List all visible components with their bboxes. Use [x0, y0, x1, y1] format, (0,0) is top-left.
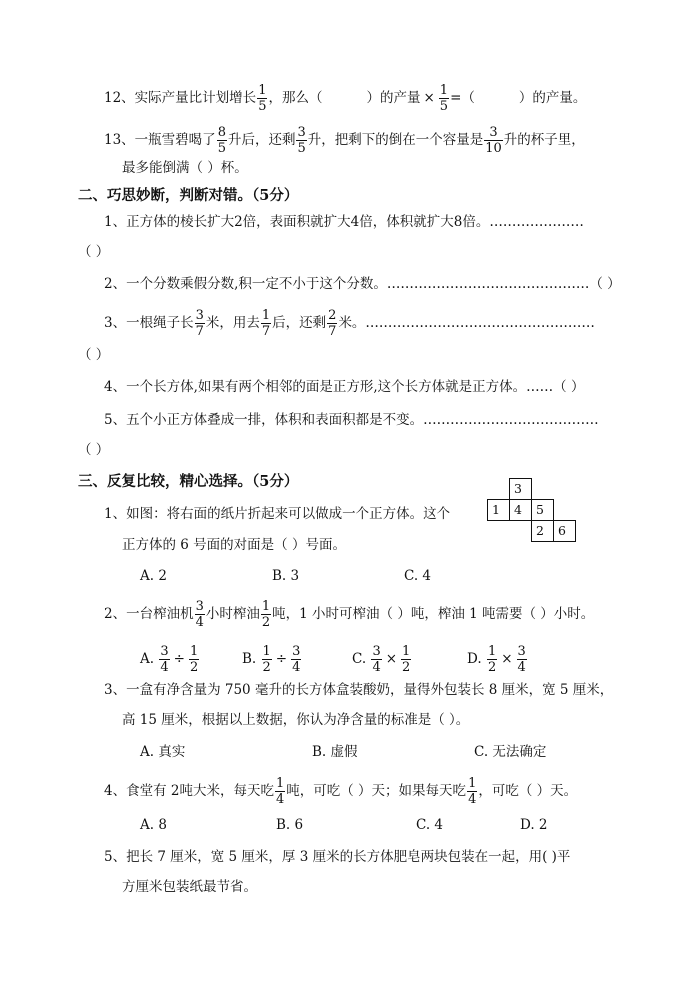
choice-1-line2: 正方体的 6 号面的对面是（ ）号面。	[122, 537, 346, 553]
net-cell: 3	[509, 478, 532, 500]
fraction: $\frac{8}{5}$	[217, 125, 226, 156]
question-12: 12、实际产量比计划增长 $\frac{1}{5}$ ，那么（ ）的产量 × $\frac{1}{5}$ =（ ）的产量。	[104, 83, 587, 114]
choice-3-option-c[interactable]: C. 无法确定	[474, 744, 547, 760]
cube-net-figure	[482, 478, 582, 550]
choice-4-option-c[interactable]: C. 4	[416, 817, 444, 833]
fraction: $\frac{3}{7}$	[195, 308, 204, 339]
fraction: $\frac{3}{4}$	[195, 599, 204, 630]
choice-5-line1: 5、把长 7 厘米，宽 5 厘米，厚 3 厘米的长方体肥皂两块包装在一起，用( )平	[104, 849, 571, 865]
fraction: $\frac{1}{7}$	[261, 308, 271, 339]
net-cell: 5	[531, 499, 554, 521]
judge-5-answer[interactable]: （ ）	[78, 442, 110, 458]
fraction: $\frac{3}{5}$	[297, 125, 306, 156]
choice-1-option-c[interactable]: C. 4	[404, 568, 432, 584]
question-13: 13、一瓶雪碧喝了 $\frac{8}{5}$ 升后，还剩 $\frac{3}{5}$ 升，把剩下的倒在一个容量是 $\frac{3}{10}$ 升的杯子里，	[104, 125, 585, 156]
net-cell: 1	[487, 499, 510, 521]
fraction: $\frac{1}{4}$	[275, 776, 285, 807]
choice-4-option-d[interactable]: D. 2	[520, 817, 548, 833]
choice-3-line2: 高 15 厘米，根据以上数据，你认为净含量的标准是（ ）。	[122, 712, 470, 728]
fraction: $\frac{2}{7}$	[328, 308, 337, 339]
question-13-line2: 最多能倒满（ ）杯。	[122, 160, 248, 176]
choice-4-option-b[interactable]: B. 6	[276, 817, 304, 833]
net-cell: 2	[531, 520, 554, 542]
fraction: $\frac{1}{2}$	[261, 599, 271, 630]
choice-3-option-a[interactable]: A. 真实	[140, 744, 186, 760]
choice-5-line2: 方厘米包装纸最节省。	[122, 879, 257, 895]
choice-3-line1: 3、一盒有净含量为 750 毫升的长方体盒装酸奶，量得外包装长 8 厘米，宽 5 厘米，	[104, 682, 614, 698]
judge-1: 1、正方体的棱长扩大2倍，表面积就扩大4倍，体积就扩大8倍。…………………	[104, 214, 584, 230]
net-cell: 4	[509, 499, 532, 521]
fraction: $\frac{1}{5}$	[439, 83, 449, 114]
choice-1-line1: 1、如图：将右面的纸片折起来可以做成一个正方体。这个	[104, 506, 451, 522]
judge-4: 4、一个长方体,如果有两个相邻的面是正方形,这个长方体就是正方体。……（ ）	[104, 379, 585, 395]
fraction: $\frac{1}{4}$	[468, 776, 477, 807]
judge-3-answer[interactable]: （ ）	[78, 347, 110, 363]
choice-2: 2、一台榨油机 $\frac{3}{4}$ 小时榨油 $\frac{1}{2}$ 吨，1 小时可榨油（ ）吨，榨油 1 吨需要（ ）小时。	[104, 599, 595, 630]
choice-2-option-b[interactable]: B. $\frac{1}{2}$ ÷ $\frac{3}{4}$	[242, 644, 301, 675]
judge-1-answer[interactable]: （ ）	[78, 244, 110, 260]
judge-3: 3、一根绳子长 $\frac{3}{7}$ 米，用去 $\frac{1}{7}$ 后，还剩 $\frac{2}{7}$ 米。……………………………………………	[104, 308, 595, 339]
section-3-title: 三、反复比较，精心选择。（5分）	[78, 473, 299, 490]
fraction: $\frac{1}{5}$	[258, 83, 267, 114]
net-cell: 6	[553, 520, 576, 542]
choice-2-option-a[interactable]: A. $\frac{3}{4}$ ÷ $\frac{1}{2}$	[140, 644, 199, 675]
section-2-title: 二、巧思妙断，判断对错。（5分）	[78, 187, 299, 204]
judge-5: 5、五个小正方体叠成一排，体积和表面积都是不变。…………………………………	[104, 412, 599, 428]
choice-4: 4、食堂有 2吨大米，每天吃 $\frac{1}{4}$ 吨，可吃（ ）天；如果每天吃 $\frac{1}{4}$ ，可吃（ ）天。	[104, 776, 578, 807]
choice-2-option-d[interactable]: D. $\frac{1}{2}$ × $\frac{3}{4}$	[467, 644, 526, 675]
choice-2-option-c[interactable]: C. $\frac{3}{4}$ × $\frac{1}{2}$	[352, 644, 411, 675]
judge-2: 2、一个分数乘假分数,积一定不小于这个分数。………………………………………（ ）	[104, 276, 621, 292]
choice-1-option-a[interactable]: A. 2	[140, 568, 167, 584]
choice-4-option-a[interactable]: A. 8	[140, 817, 167, 833]
fraction: $\frac{3}{10}$	[485, 125, 502, 156]
choice-3-option-b[interactable]: B. 虚假	[312, 744, 358, 760]
choice-1-option-b[interactable]: B. 3	[272, 568, 300, 584]
